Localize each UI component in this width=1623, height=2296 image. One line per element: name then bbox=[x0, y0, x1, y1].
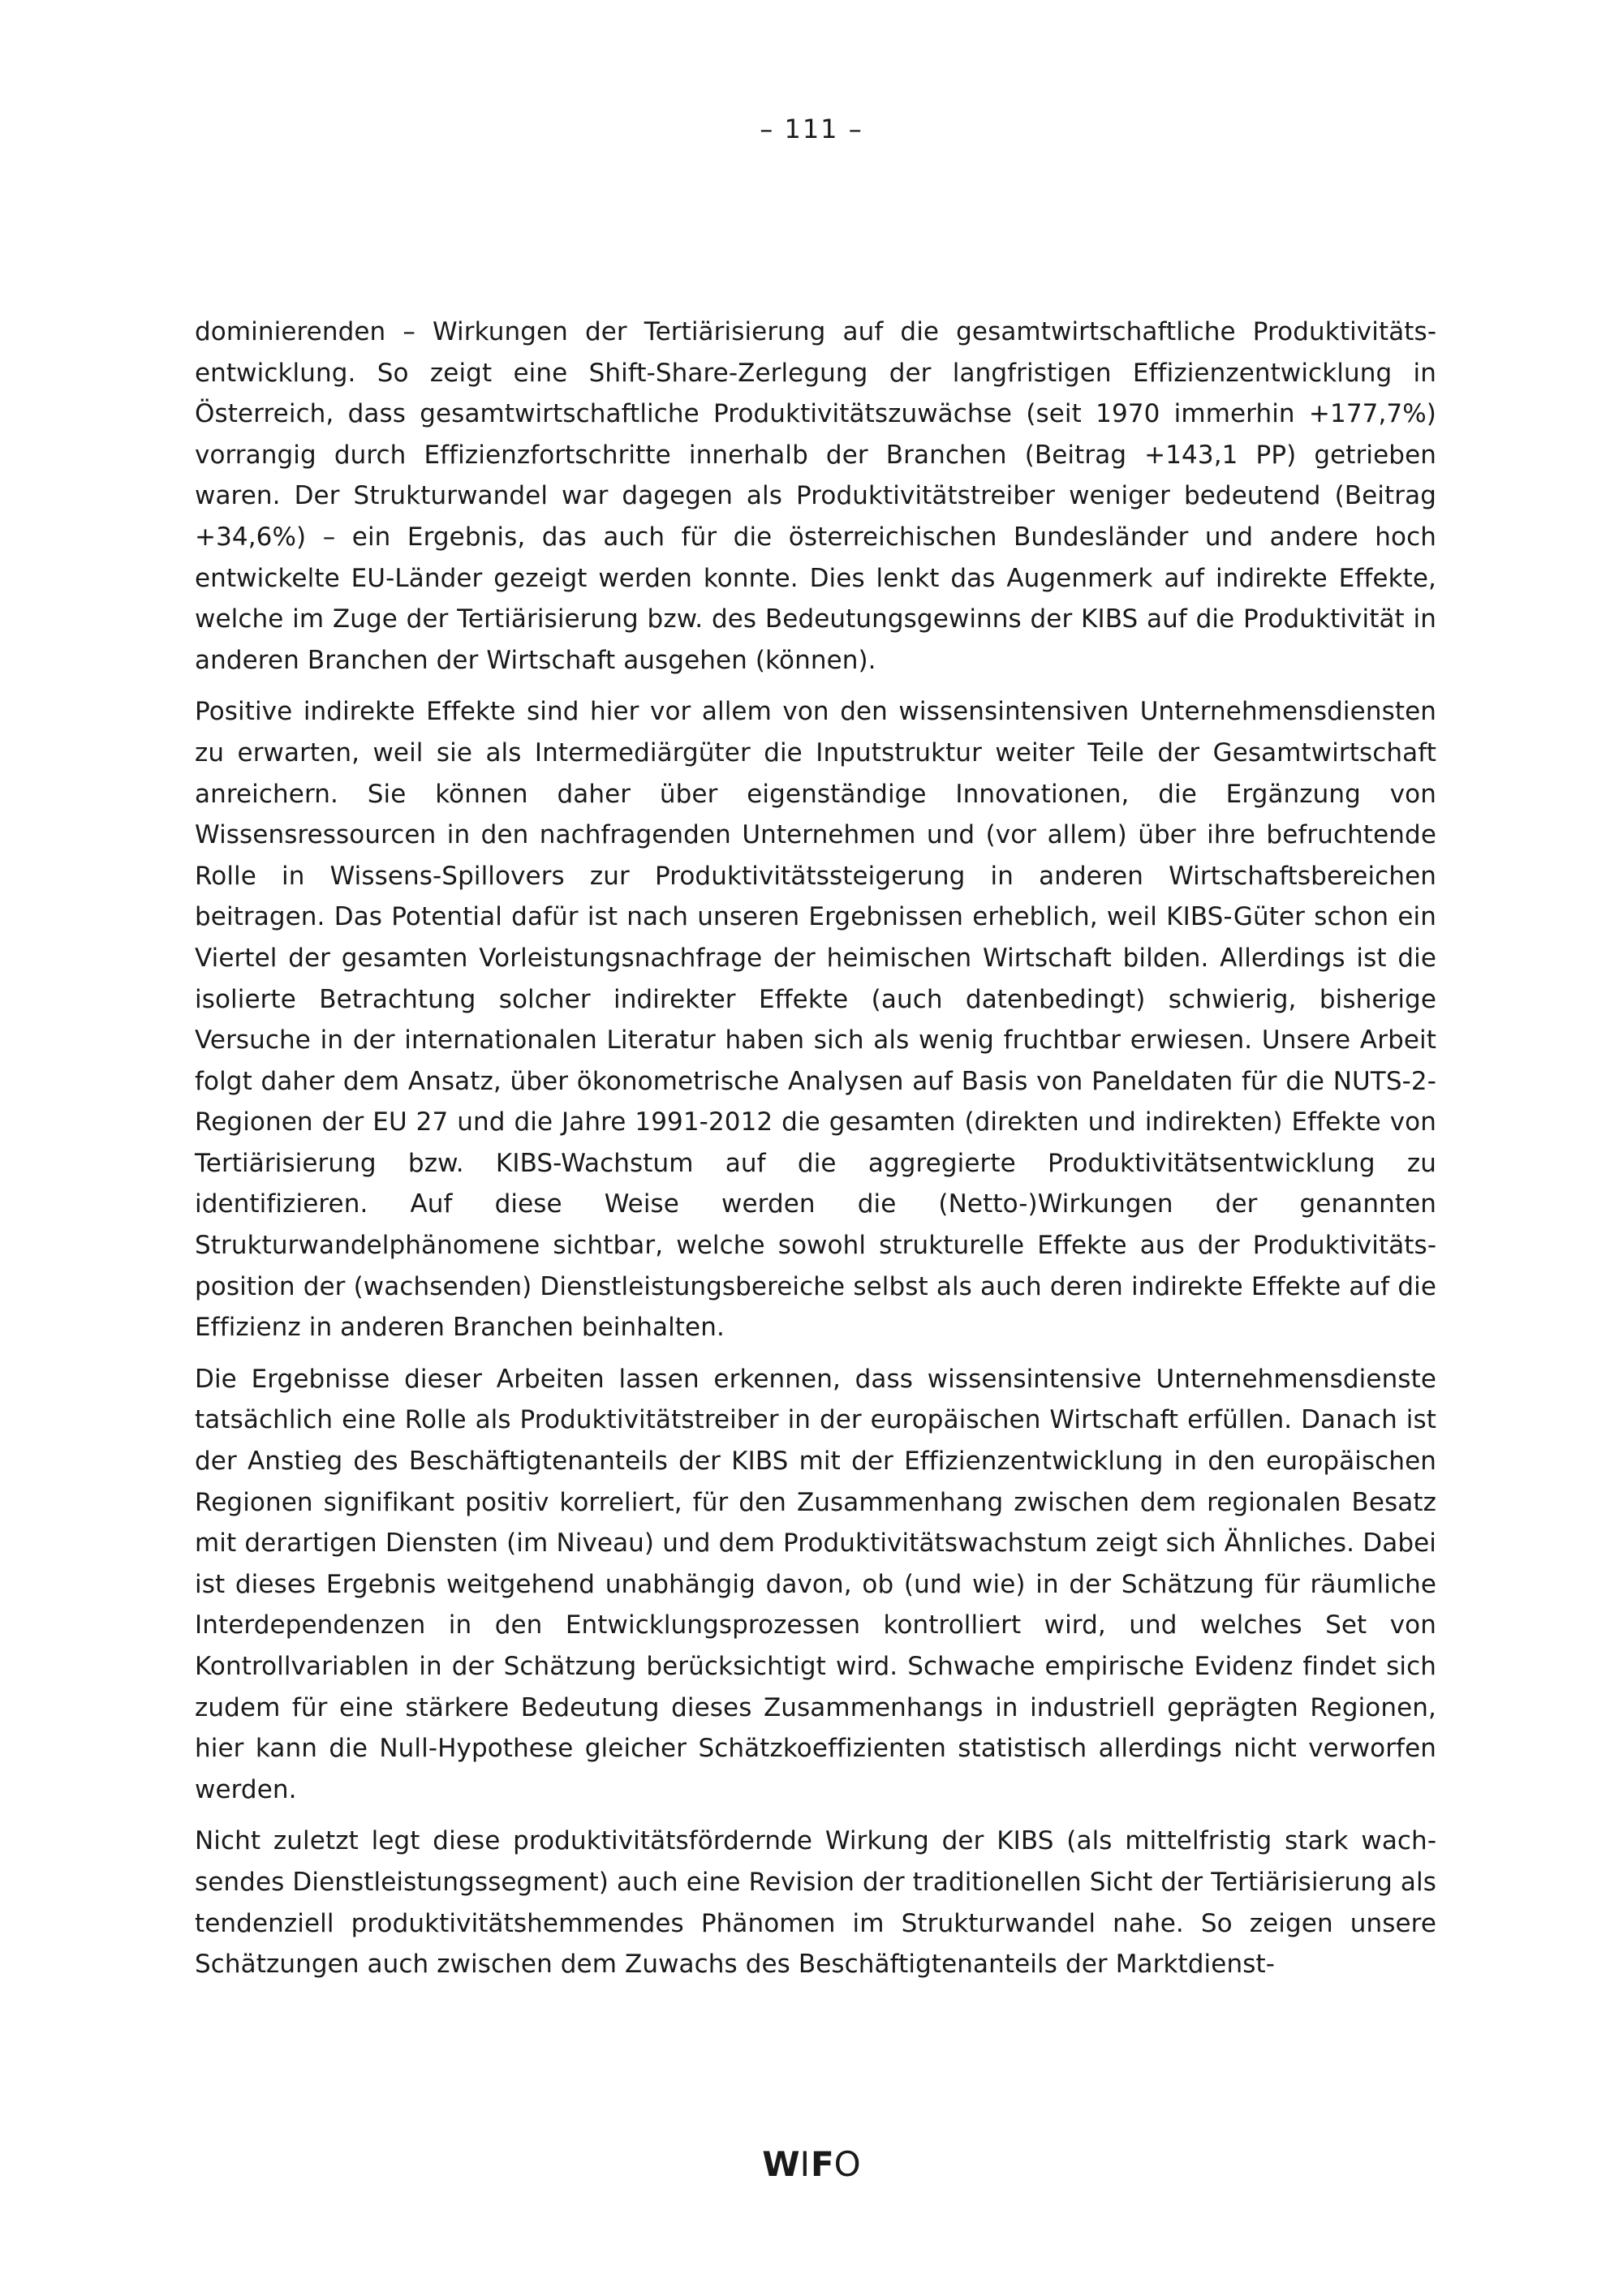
paragraph: Nicht zuletzt legt diese produktivitätsfördernde Wirkung der KIBS (als mittelfristig stark wachsendes Dienstleistungssegment) auch eine Revision der traditionellen Sicht der Tertiärisierung als tendenziell produktivitätshemmendes Phänomen im Strukturwandel nahe. So zeigen unsere Schätzungen auch zwischen dem Zuwachs des Beschäftigtenanteils der Marktdienst- bbox=[195, 1826, 1436, 1980]
paragraph: Die Ergebnisse dieser Arbeiten lassen erkennen, dass wissensintensive Unternehmensdienste tatsächlich eine Rolle als Produktivitätstreiber in der europäischen Wirtschaft erfüllen. Danach ist der Anstieg des Beschäftigtenanteils der KIBS mit der Effizienzentwicklung in den europäischen Regionen signifikant positiv korreliert, für den Zusammenhang zwischen dem regionalen Besatz mit derartigen Diensten (im Niveau) und dem Produktivitätswachstum zeigt sich Ähnliches. Dabei ist dieses Ergebnis weitgehend unabhängig davon, ob (und wie) in der Schätzung für räumliche Interdependenzen in den Entwicklungsprozessen kontrolliert wird, und welches Set von Kontrollvariablen in der Schätzung berücksichtigt wird. Schwache empirische Evidenz findet sich zudem für eine stärkere Bedeutung dieses Zusammenhangs in industriell geprägten Regionen, hier kann die Null-Hypothese gleicher Schätzkoeffizienten statistisch allerdings nicht verworfen werden. bbox=[195, 1364, 1436, 1804]
page-number: – 111 – bbox=[760, 114, 863, 144]
body-text bbox=[195, 312, 1436, 1996]
paragraph: dominierenden – Wirkungen der Tertiärisierung auf die gesamtwirtschaftliche Produktivitätsentwicklung. So zeigt eine Shift-Share-Zerlegung der langfristigen Effizienzentwicklung in Österreich, dass gesamtwirtschaftliche Produktivitätszuwächse (seit 1970 immerhin +177,7%) vorrangig durch Effizienzfortschritte innerhalb der Branchen (Beitrag +143,1 PP) getrieben waren. Der Strukturwandel war dagegen als Produktivitätstreiber weniger bedeutend (Beitrag +34,6%) – ein Ergebnis, das auch für die österreichischen Bundesländer und andere hoch entwickelte EU-Länder gezeigt werden konnte. Dies lenkt das Augenmerk auf indirekte Effekte, welche im Zuge der Tertiärisierung bzw. des Bedeutungsgewinns der KIBS auf die Produktivität in anderen Branchen der Wirtschaft ausgehen (können). bbox=[195, 317, 1436, 675]
logo-letter-w: W bbox=[762, 2144, 799, 2184]
paragraph: Positive indirekte Effekte sind hier vor allem von den wissensintensiven Unternehmensdiensten zu erwarten, weil sie als Intermediärgüter die Inputstruktur weiter Teile der Gesamtwirtschaft anreichern. Sie können daher über eigenständige Innovationen, die Ergänzung von Wissensressourcen in den nachfragenden Unternehmen und (vor allem) über ihre befruchtende Rolle in Wissens-Spillovers zur Produktivitätssteigerung in anderen Wirtschaftsbereichen beitragen. Das Potential dafür ist nach unseren Ergebnissen erheblich, weil KIBS-Güter schon ein Viertel der gesamten Vorleistungsnachfrage der heimischen Wirtschaft bilden. Allerdings ist die isolierte Betrachtung solcher indirekter Effekte (auch datenbedingt) schwierig, bisherige Versuche in der internationalen Literatur haben sich als wenig fruchtbar erwiesen. Unsere Arbeit folgt daher dem Ansatz, über ökonometrische Analysen auf Basis von Paneldaten für die NUTS-2-Regionen der EU 27 und die Jahre 1991-2012 die gesamten (direkten und indirekten) Effekte von Tertiärisierung bzw. KIBS-Wachstum auf die aggregierte Produktivitätsentwicklung zu identifizieren. Auf diese Weise werden die (Netto-)Wirkungen der genannten Strukturwandelphänomene sichtbar, welche sowohl strukturelle Effekte aus der Produktivitätsposition der (wachsenden) Dienstleistungsbereiche selbst als auch deren indirekte Effekte auf die Effizienz in anderen Branchen beinhalten. bbox=[195, 697, 1436, 1343]
logo-letter-o: O bbox=[833, 2144, 861, 2184]
logo-letter-f: F bbox=[810, 2144, 834, 2184]
wifo-logo bbox=[0, 2145, 1623, 2185]
logo-letter-i: I bbox=[799, 2144, 810, 2184]
